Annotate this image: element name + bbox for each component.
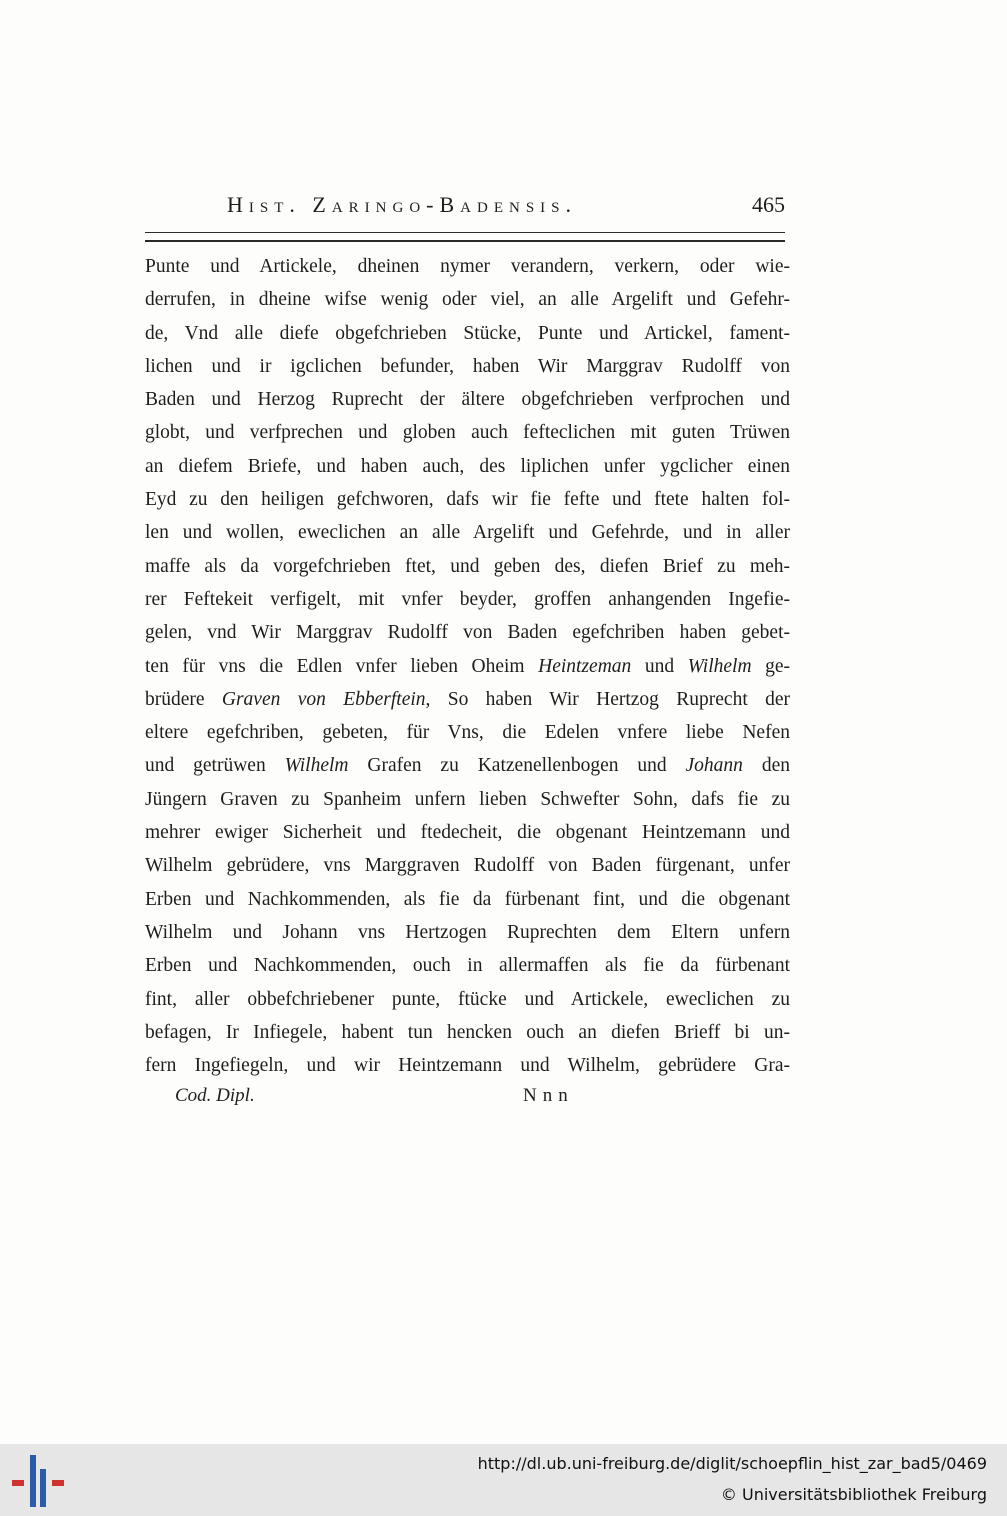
- copyright-notice: © Universitätsbibliothek Freiburg: [720, 1485, 987, 1504]
- text-line: [145, 683, 790, 716]
- text-line: [145, 716, 790, 749]
- text-line-content: an diefem Briefe, und haben auch, des liplichen unfer ygclicher einen: [145, 455, 790, 477]
- body-text: [145, 250, 790, 1082]
- logo-bar-mid: [40, 1469, 46, 1507]
- text-line-content: globt, und verfprechen und globen auch fefteclichen mit guten Trüwen: [145, 422, 790, 444]
- text-segment: ten für vns die Edlen vnfer lieben Oheim: [145, 655, 539, 677]
- text-line-content: Wilhelm gebrüdere, vns Marggraven Rudolff von Baden fürgenant, unfer: [145, 855, 790, 877]
- text-segment: ge-: [751, 655, 791, 677]
- text-line-content: Wilhelm und Johann vns Hertzogen Ruprechten dem Eltern unfern: [145, 921, 790, 943]
- text-line: [145, 516, 790, 549]
- text-line-content: rer Feftekeit verfigelt, mit vnfer beyder, groffen anhangenden Ingefie-: [145, 588, 790, 610]
- text-segment: den: [742, 755, 790, 777]
- text-line-content: Erben und Nachkommenden, als fie da fürbenant fint, und die obgenant: [145, 888, 790, 910]
- text-line: [145, 983, 790, 1016]
- catchword: Cod. Dipl.: [175, 1085, 255, 1106]
- text-line-content: lichen und ir igclichen befunder, haben Wir Marggrav Rudolff von: [145, 355, 790, 377]
- text-line-content: Punte und Artickele, dheinen nymer verandern, verkern, oder wie-: [145, 256, 790, 277]
- logo-dash-left: [12, 1480, 24, 1486]
- header-rule-thick: [145, 240, 785, 242]
- text-segment: Grafen zu Katzenellenbogen und: [348, 755, 686, 777]
- text-segment: und: [631, 655, 688, 677]
- running-head: [145, 190, 785, 222]
- text-segment: , So haben Wir Hertzog Ruprecht der: [425, 688, 790, 710]
- text-line: [145, 883, 790, 916]
- text-line: [145, 816, 790, 849]
- italic-name: Johann: [685, 755, 743, 777]
- text-line-content: fern Ingefiegeln, und wir Heintzemann und Wilhelm, gebrüdere Gra-: [145, 1055, 790, 1077]
- text-line: [145, 650, 790, 683]
- text-line: [145, 550, 790, 583]
- text-line-content: fint, aller obbefchriebener punte, ftücke und Artickele, eweclichen zu: [145, 988, 790, 1010]
- signature-mark: Nnn: [523, 1085, 574, 1106]
- text-line: [145, 317, 790, 350]
- text-segment: und getrüwen: [145, 755, 285, 777]
- italic-name: Wilhelm: [284, 755, 349, 777]
- italic-name: Heintzeman: [538, 655, 632, 677]
- ub-freiburg-logo-icon: [10, 1455, 66, 1507]
- text-line-content: Jüngern Graven zu Spanheim unfern lieben Schwefter Sohn, dafs fie zu: [145, 788, 790, 810]
- text-line: [145, 583, 790, 616]
- text-line-content: maffe als da vorgefchrieben ftet, und geben des, diefen Brief zu meh-: [145, 555, 790, 577]
- logo-dash-right: [52, 1480, 64, 1486]
- text-line-content: mehrer ewiger Sicherheit und ftedecheit, die obgenant Heintzemann und: [145, 822, 790, 844]
- page-number: 465: [752, 192, 785, 217]
- text-line-content: eltere egefchriben, gebeten, für Vns, die Edelen vnfere liebe Nefen: [145, 722, 790, 744]
- text-line: [145, 949, 790, 982]
- text-line: [145, 1049, 790, 1082]
- page-footer: [175, 1085, 595, 1115]
- text-line: [145, 283, 790, 316]
- text-line: [145, 483, 790, 516]
- running-title: Hist. Zaringo-Badensis.: [227, 192, 577, 217]
- header-rule-thin: [145, 232, 785, 233]
- text-line: [145, 783, 790, 816]
- text-line: [145, 416, 790, 449]
- text-line: [145, 450, 790, 483]
- source-url[interactable]: http://dl.ub.uni-freiburg.de/diglit/schoepflin_hist_zar_bad5/0469: [477, 1454, 987, 1473]
- text-line-content: de, Vnd alle diefe obgefchrieben Stücke, Punte und Artickel, fament-: [145, 322, 790, 344]
- italic-name: Graven von Ebberftein: [221, 688, 426, 710]
- text-line-content: Eyd zu den heiligen gefchworen, dafs wir fie fefte und ftete halten fol-: [145, 489, 790, 511]
- text-segment: brüdere: [145, 688, 222, 710]
- text-line: [145, 849, 790, 882]
- text-line: [145, 383, 790, 416]
- viewer-bar: [0, 1444, 1007, 1516]
- text-line-content: len und wollen, eweclichen an alle Argelift und Gefehrde, und in aller: [145, 522, 790, 544]
- text-line-content: Baden und Herzog Ruprecht der ältere obgefchrieben verfprochen und: [145, 389, 790, 411]
- text-line-content: Erben und Nachkommenden, ouch in allermaffen als fie da fürbenant: [145, 955, 790, 977]
- text-line-content: derrufen, in dheine wifse wenig oder viel, an alle Argelift und Gefehr-: [145, 289, 790, 311]
- text-line: [145, 350, 790, 383]
- text-line: [145, 749, 790, 782]
- italic-name: Wilhelm: [687, 655, 752, 677]
- text-line: [145, 250, 790, 283]
- logo-bar-tall: [30, 1455, 36, 1507]
- text-line: [145, 916, 790, 949]
- text-line: [145, 1016, 790, 1049]
- text-line-content: befagen, Ir Infiegele, habent tun hencken ouch an diefen Brieff bi un-: [145, 1021, 790, 1043]
- text-line: [145, 616, 790, 649]
- text-line-content: gelen, vnd Wir Marggrav Rudolff von Baden egefchriben haben gebet-: [145, 622, 790, 644]
